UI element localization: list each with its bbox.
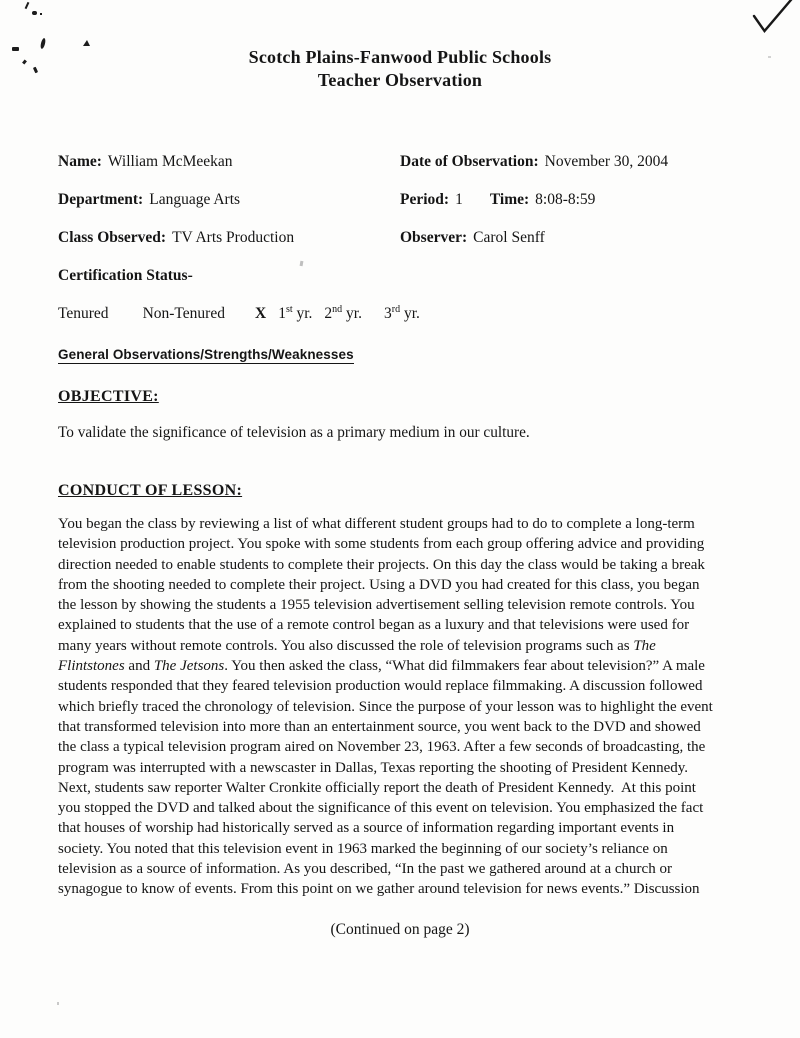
text-line: which briefly traced the chronology of television. Since the purpose of your lesson was to highlight the event [58, 698, 713, 715]
objective-text: To validate the significance of television as a primary medium in our culture. [58, 424, 530, 441]
period-label: Period: [400, 191, 450, 208]
document-title [0, 46, 800, 92]
department-field [58, 191, 400, 208]
text-line: Next, students saw reporter Walter Cronkite officially report the death of President Kennedy. At this point [58, 779, 696, 796]
text-line: direction needed to enable students to complete their projects. On this day the class would be taking a break [58, 556, 705, 573]
conduct-paragraph [58, 514, 764, 900]
text-line: the lesson by showing the students a 1955 television advertisement selling television remote controls. You [58, 597, 695, 614]
department-label: Department: [58, 191, 144, 208]
text-line: synagogue to know of events. From this point on we gather around television for news events.” Discussion [58, 881, 700, 898]
period-time-field [400, 191, 764, 208]
text-line: from the shooting needed to complete their project. Using a DVD you had created for this class, you began [58, 576, 700, 593]
department-value: Language Arts [149, 191, 241, 208]
observer-field [400, 229, 764, 246]
school-name: Scotch Plains-Fanwood Public Schools [248, 47, 552, 67]
observer-value: Carol Senff [473, 229, 545, 246]
certification-status-heading: Certification Status- [58, 267, 193, 284]
text-line: television production project. You spoke with some students from each group offering advice and providing [58, 536, 705, 553]
text-line: the class a typical television program aired on November 23, 1963. After a few seconds of broadcasting, the [58, 739, 706, 756]
text-line: explained to students that the use of a remote control began as a luxury and that televisions were used for [58, 617, 690, 634]
objective-heading: OBJECTIVE: [58, 388, 159, 405]
text-line: that transformed television into more than an entertainment source, you went back to the DVD and showed [58, 718, 701, 735]
date-label: Date of Observation: [400, 153, 539, 170]
text-line: society. You noted that this television event in 1963 marked the beginning of our society’s reliance on [58, 840, 668, 857]
text-line: many years without remote controls. You also discussed the role of television programs such as The [58, 637, 656, 654]
info-row [58, 191, 764, 208]
document-type-title: Teacher Observation [317, 70, 483, 90]
tenured-option: Tenured [58, 305, 109, 322]
class-observed-value: TV Arts Production [172, 229, 295, 246]
text-line: that houses of worship had historically served as a source of information regarding important events in [58, 820, 675, 837]
ink-speck [40, 13, 42, 15]
date-field [400, 153, 764, 170]
observer-label: Observer: [400, 229, 468, 246]
class-observed-field [58, 229, 400, 246]
time-label: Time: [489, 191, 530, 208]
name-field [58, 153, 400, 170]
conduct-of-lesson-heading: CONDUCT OF LESSON: [58, 482, 243, 499]
text-line: television as a source of information. As you described, “In the past we gathered around at a church or [58, 861, 672, 878]
year-1-option: 1st yr. [278, 303, 313, 322]
text-line: program was interrupted with a newscaster in Dallas, Texas reporting the shooting of President Kennedy. [58, 759, 689, 776]
year-3-option: 3rd yr. [383, 303, 420, 322]
text-line: students responded that they feared television production would replace filmmaking. A discussion followed [58, 678, 703, 695]
class-observed-label: Class Observed: [58, 229, 167, 246]
text-line: You began the class by reviewing a list of what different student groups had to do to complete a long-term [58, 516, 695, 532]
non-tenured-option: Non-Tenured [142, 305, 225, 322]
ink-speck [57, 1002, 59, 1005]
info-block [58, 153, 764, 323]
ink-speck [32, 11, 37, 15]
ink-speck [25, 2, 30, 9]
certification-status-row [58, 305, 764, 323]
name-label: Name: [58, 153, 102, 170]
info-row [58, 153, 764, 170]
text-line: Flintstones and The Jetsons. You then asked the class, “What did filmmakers fear about television?” A male [58, 658, 705, 675]
period-value: 1 [455, 191, 463, 208]
date-value: November 30, 2004 [544, 153, 669, 170]
info-row [58, 229, 764, 246]
checkmark-icon [750, 0, 796, 34]
text-line: you stopped the DVD and talked about the significance of this event on television. You emphasized the fact [58, 800, 704, 817]
year-2-option: 2nd yr. [324, 303, 362, 322]
continued-note: (Continued on page 2) [330, 921, 470, 938]
general-observations-heading: General Observations/Strengths/Weaknesses [58, 347, 354, 362]
time-value: 8:08-8:59 [535, 191, 596, 208]
non-tenured-x-mark: X [254, 305, 267, 322]
name-value: William McMeekan [107, 153, 233, 170]
